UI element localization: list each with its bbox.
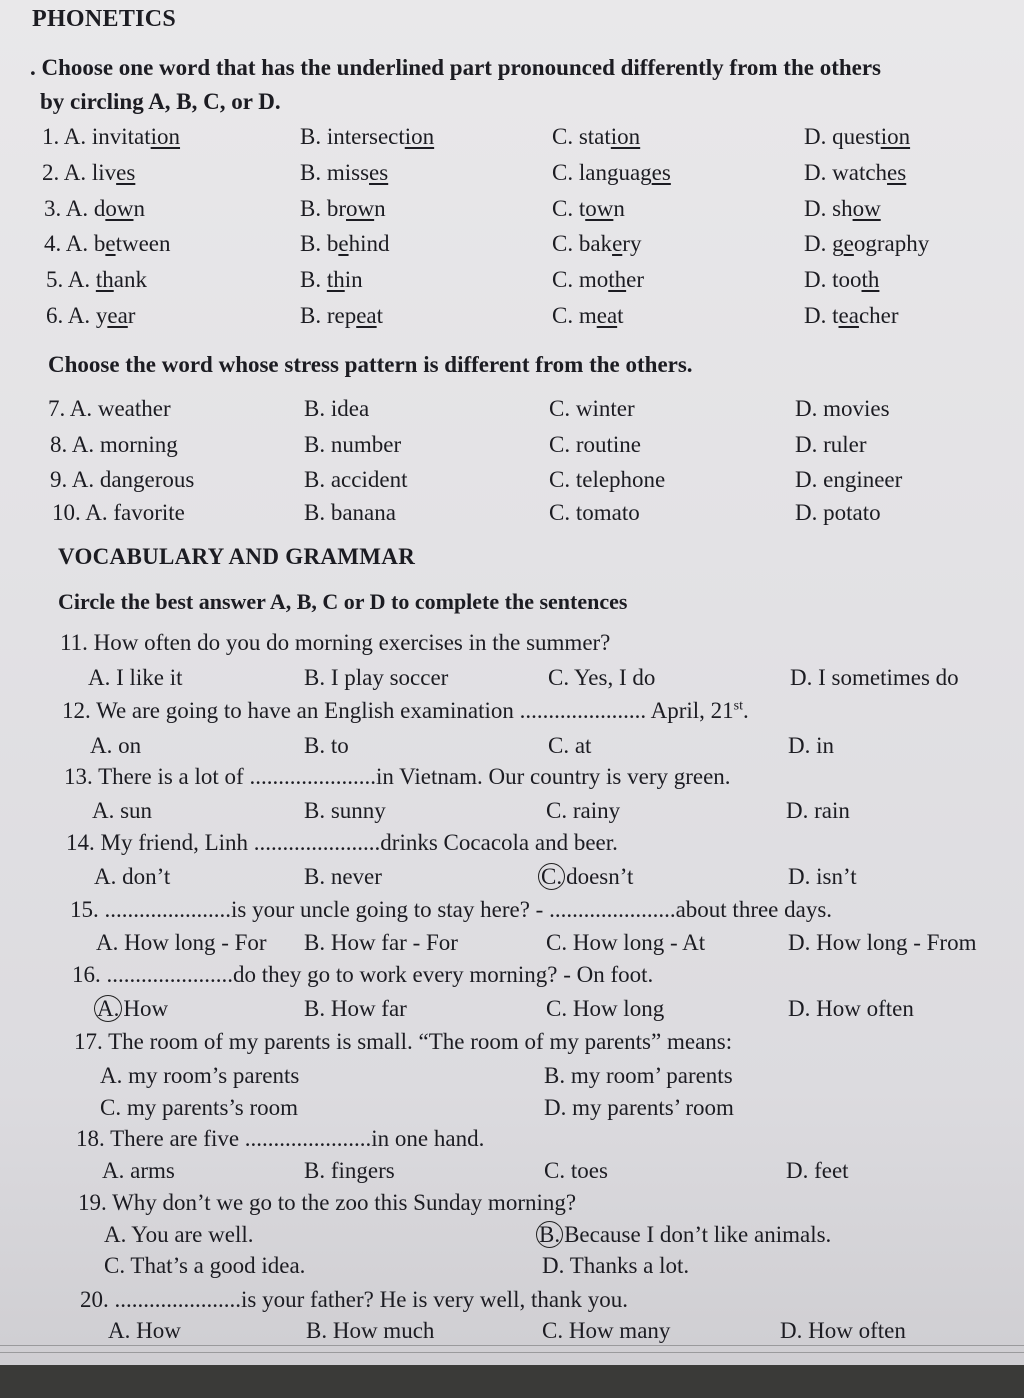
word-part: invitat: [91, 124, 151, 149]
option-b[interactable]: [300, 124, 434, 150]
word-part: watch: [832, 160, 888, 185]
option-letter: C.: [552, 124, 579, 149]
question-stem: 11. How often do you do morning exercises in the summer?: [60, 630, 611, 655]
option-d[interactable]: D. How often: [780, 1318, 906, 1343]
option-a[interactable]: A. How long - For: [96, 930, 267, 955]
option-d[interactable]: D. rain: [786, 798, 850, 823]
question-13-options: [0, 798, 1024, 830]
word-part: hind: [348, 231, 390, 256]
word-part: n: [613, 196, 625, 221]
option-a[interactable]: A. on: [90, 733, 142, 758]
option-b[interactable]: [300, 196, 386, 222]
option-d[interactable]: [804, 231, 929, 257]
option-letter: D.: [804, 124, 833, 149]
word-part: n: [133, 196, 145, 221]
option-b[interactable]: B. idea: [304, 396, 370, 421]
word-part: t: [376, 303, 384, 328]
selected-answer-circle: B.: [536, 1221, 563, 1248]
option-letter: C.: [552, 303, 579, 328]
option-letter: D.: [804, 267, 833, 292]
option-d[interactable]: D. engineer: [795, 467, 903, 492]
word-part: ank: [113, 267, 147, 292]
word-part: er: [626, 267, 644, 292]
option-c[interactable]: C. How long: [546, 996, 665, 1021]
option-letter: B.: [300, 124, 327, 149]
underlined-part: ow: [105, 196, 134, 221]
question-stem: 20. ......................is your father? He is very well, thank you.: [80, 1287, 629, 1312]
option-letter: A.: [67, 303, 96, 328]
phonetics-instruction: . Choose one word that has the underlined part pronounced differently from the others: [30, 55, 882, 80]
option-d[interactable]: D. feet: [786, 1158, 849, 1183]
option-c[interactable]: [552, 160, 671, 186]
selected-answer-circle: A.: [94, 995, 122, 1022]
option-letter: B.: [300, 196, 327, 221]
word-part: mo: [578, 267, 609, 292]
option-letter: B.: [300, 303, 327, 328]
option-b[interactable]: [300, 303, 383, 329]
option-d[interactable]: D. isn’t: [788, 864, 857, 889]
option-letter: A.: [63, 160, 92, 185]
question-12-options: [0, 733, 1024, 765]
question-15-options: [0, 930, 1024, 962]
word-part: miss: [326, 160, 370, 185]
word-part: tween: [115, 231, 171, 256]
option-d[interactable]: [804, 124, 910, 150]
option-c[interactable]: C. How long - At: [546, 930, 706, 955]
question-number: 4.: [44, 231, 66, 256]
option-a[interactable]: A. arms: [102, 1158, 175, 1183]
question-18-options: [0, 1158, 1024, 1190]
underlined-part: ow: [852, 196, 881, 221]
word-part: b: [326, 231, 339, 256]
option-letter: B.: [300, 267, 327, 292]
option-a[interactable]: [46, 303, 135, 329]
question-stem: 14. My friend, Linh ......................drinks Cocacola and beer.: [66, 830, 618, 855]
option-b[interactable]: B. How far: [304, 996, 407, 1021]
paper-stack-edge: [0, 1345, 1024, 1353]
phonetics-question-4: [0, 231, 1024, 263]
question-14-options: [0, 864, 1024, 896]
option-c[interactable]: C. toes: [544, 1158, 608, 1183]
stress-question-10: [0, 500, 1024, 532]
option-letter: D.: [804, 160, 833, 185]
option-b[interactable]: [300, 267, 363, 293]
option-d[interactable]: D. my parents’ room: [544, 1095, 734, 1120]
option-d[interactable]: [804, 303, 899, 329]
phonetics-question-6: [0, 303, 1024, 335]
word-part: intersect: [326, 124, 405, 149]
underlined-part: th: [95, 267, 114, 292]
word-part: r: [127, 303, 136, 328]
option-a[interactable]: A. How: [108, 1318, 181, 1343]
option-c[interactable]: C. routine: [549, 432, 641, 457]
option-b[interactable]: B. my room’ parents: [544, 1063, 733, 1088]
option-d[interactable]: D. movies: [795, 396, 890, 421]
underlined-part: ow: [585, 196, 614, 221]
question-17-options-row2: [0, 1095, 1024, 1127]
phonetics-question-3: [0, 196, 1024, 228]
option-a[interactable]: [42, 124, 180, 150]
option-d[interactable]: D. I sometimes do: [790, 665, 959, 690]
question-number: 6.: [46, 303, 68, 328]
option-c[interactable]: [552, 303, 624, 329]
question-stem: 18. There are five ......................in one hand.: [76, 1126, 485, 1151]
stress-instruction: Choose the word whose stress pattern is different from the others.: [48, 352, 693, 377]
option-c[interactable]: C. tomato: [549, 500, 640, 525]
word-part: d: [93, 196, 106, 221]
word-part: liv: [91, 160, 117, 185]
word-part: m: [578, 303, 597, 328]
option-c[interactable]: C. That’s a good idea.: [104, 1253, 306, 1278]
word-part: cher: [858, 303, 899, 328]
question-number: 3.: [44, 196, 66, 221]
option-a[interactable]: A. my room’s parents: [100, 1063, 300, 1088]
underlined-part: ion: [880, 124, 911, 149]
option-b[interactable]: B. How much: [306, 1318, 435, 1343]
word-part: t: [832, 303, 839, 328]
word-part: languag: [578, 160, 652, 185]
question-12: [0, 698, 1024, 730]
word-part: rep: [326, 303, 357, 328]
option-a-selected[interactable]: A. How: [94, 996, 168, 1022]
option-d[interactable]: D. How long - From: [788, 930, 977, 955]
word-part: too: [832, 267, 862, 292]
option-b[interactable]: B. sunny: [304, 798, 386, 823]
option-letter: D.: [804, 231, 833, 256]
option-letter: D.: [804, 303, 833, 328]
underlined-part: th: [861, 267, 880, 292]
underlined-part: ea: [356, 303, 377, 328]
option-d[interactable]: [804, 267, 879, 293]
option-c[interactable]: C. winter: [549, 396, 635, 421]
option-c[interactable]: C. at: [548, 733, 592, 758]
option-c[interactable]: C. my parents’s room: [100, 1095, 299, 1120]
option-a[interactable]: [46, 267, 147, 293]
word-part: ography: [853, 231, 930, 256]
question-17: [0, 1029, 1024, 1061]
question-stem: 12. We are going to have an English examination ...................... April, 21st.: [62, 698, 749, 723]
option-b[interactable]: B. to: [304, 733, 349, 758]
option-letter: C.: [552, 231, 579, 256]
underlined-part: ea: [838, 303, 859, 328]
stress-question-8: [0, 432, 1024, 464]
section-heading-phonetics: PHONETICS: [32, 6, 177, 32]
section-heading-vocabulary: VOCABULARY AND GRAMMAR: [58, 544, 416, 569]
question-15: [0, 897, 1024, 929]
option-d[interactable]: [804, 196, 881, 222]
question-17-options-row1: [0, 1063, 1024, 1095]
underlined-part: e: [612, 231, 623, 256]
question-number: 5.: [46, 267, 68, 292]
option-c[interactable]: [552, 267, 644, 293]
word-part: b: [93, 231, 106, 256]
word-part: g: [832, 231, 844, 256]
option-b[interactable]: B. number: [304, 432, 402, 457]
option-letter: C.: [552, 267, 579, 292]
word-part: ry: [622, 231, 642, 256]
option-a[interactable]: A. sun: [92, 798, 153, 823]
word-part: stat: [578, 124, 611, 149]
question-16: [0, 962, 1024, 994]
option-b[interactable]: B. accident: [304, 467, 408, 492]
option-b[interactable]: B. How far - For: [304, 930, 458, 955]
option-letter: A.: [65, 231, 94, 256]
option-d[interactable]: D. in: [788, 733, 834, 758]
option-c[interactable]: [552, 196, 625, 222]
option-d[interactable]: D. potato: [795, 500, 881, 525]
question-stem: 16. ......................do they go to work every morning? - On foot.: [72, 962, 654, 987]
word-part: t: [617, 303, 624, 328]
option-d[interactable]: D. How often: [788, 996, 914, 1021]
option-letter: A.: [63, 124, 92, 149]
option-a[interactable]: 10. A. favorite: [52, 500, 185, 525]
underlined-part: es: [887, 160, 907, 185]
option-letter: C.: [552, 160, 579, 185]
underlined-part: th: [326, 267, 345, 292]
question-16-options: [0, 996, 1024, 1028]
option-letter: A.: [67, 267, 96, 292]
question-19-options-row2: [0, 1253, 1024, 1285]
option-a[interactable]: 8. A. morning: [50, 432, 178, 457]
word-part: t: [578, 196, 586, 221]
underlined-part: es: [369, 160, 389, 185]
option-c[interactable]: C. telephone: [549, 467, 666, 492]
phonetics-question-1: [0, 124, 1024, 156]
option-c[interactable]: [552, 124, 640, 150]
underlined-part: es: [651, 160, 671, 185]
question-13: [0, 764, 1024, 796]
word-part: sh: [832, 196, 853, 221]
underlined-part: e: [843, 231, 854, 256]
selected-answer-circle: C.: [538, 863, 565, 890]
underlined-part: ion: [404, 124, 435, 149]
underlined-part: th: [608, 267, 627, 292]
option-b[interactable]: B. banana: [304, 500, 396, 525]
word-part: br: [326, 196, 347, 221]
underlined-part: e: [105, 231, 116, 256]
option-b[interactable]: B. fingers: [304, 1158, 395, 1183]
word-part: n: [374, 196, 386, 221]
word-part: in: [344, 267, 363, 292]
question-18: [0, 1126, 1024, 1158]
question-number: 1.: [42, 124, 64, 149]
word-part: bak: [578, 231, 613, 256]
phonetics-question-5: [0, 267, 1024, 299]
option-a[interactable]: A. don’t: [94, 864, 171, 889]
question-stem: 15. ......................is your uncle going to stay here? - ......................about three days.: [70, 897, 833, 922]
vocab-instruction: Circle the best answer A, B, C or D to complete the sentences: [58, 589, 628, 614]
word-part: y: [95, 303, 108, 328]
underlined-part: es: [116, 160, 136, 185]
option-letter: C.: [552, 196, 579, 221]
option-c[interactable]: C. How many: [542, 1318, 671, 1343]
phonetics-instruction-line2: by circling A, B, C, or D.: [40, 89, 281, 114]
option-b[interactable]: B. I play soccer: [304, 665, 449, 690]
option-a[interactable]: A. I like it: [88, 665, 183, 690]
option-c[interactable]: C. rainy: [546, 798, 621, 823]
option-b[interactable]: [300, 231, 389, 257]
option-c[interactable]: C. Yes, I do: [548, 665, 656, 690]
option-b-selected[interactable]: B. Because I don’t like animals.: [536, 1222, 831, 1248]
option-d[interactable]: D. Thanks a lot.: [542, 1253, 690, 1278]
option-letter: B.: [300, 231, 327, 256]
question-19: [0, 1190, 1024, 1222]
stress-question-7: [0, 396, 1024, 428]
stress-question-9: [0, 467, 1024, 499]
option-a[interactable]: 9. A. dangerous: [50, 467, 195, 492]
question-stem: 17. The room of my parents is small. “The room of my parents” means:: [74, 1029, 733, 1054]
option-a[interactable]: [42, 160, 135, 186]
underlined-part: ea: [596, 303, 618, 328]
phonetics-question-2: [0, 160, 1024, 192]
option-d[interactable]: D. ruler: [795, 432, 867, 457]
question-14: [0, 830, 1024, 862]
option-d[interactable]: [804, 160, 906, 186]
underlined-part: ow: [346, 196, 375, 221]
question-stem: 13. There is a lot of ......................in Vietnam. Our country is very green.: [64, 764, 731, 789]
option-a[interactable]: 7. A. weather: [48, 396, 171, 421]
question-stem: 19. Why don’t we go to the zoo this Sunday morning?: [78, 1190, 577, 1215]
underlined-part: ion: [150, 124, 181, 149]
underlined-part: e: [338, 231, 349, 256]
underlined-part: ea: [107, 303, 128, 328]
question-19-options-row1: [0, 1222, 1024, 1254]
question-11: [0, 630, 1024, 662]
question-number: 2.: [42, 160, 64, 185]
option-letter: A.: [65, 196, 94, 221]
option-b[interactable]: [300, 160, 388, 186]
option-c[interactable]: [552, 231, 641, 257]
word-part: quest: [832, 124, 881, 149]
question-11-options: [0, 665, 1024, 697]
option-letter: B.: [300, 160, 327, 185]
option-a[interactable]: [44, 231, 171, 257]
question-20: [0, 1287, 1024, 1319]
option-b[interactable]: B. never: [304, 864, 382, 889]
option-letter: D.: [804, 196, 833, 221]
underlined-part: ion: [610, 124, 641, 149]
option-a[interactable]: A. You are well.: [104, 1222, 254, 1247]
option-c-selected[interactable]: C. doesn’t: [538, 864, 633, 890]
option-a[interactable]: [44, 196, 145, 222]
